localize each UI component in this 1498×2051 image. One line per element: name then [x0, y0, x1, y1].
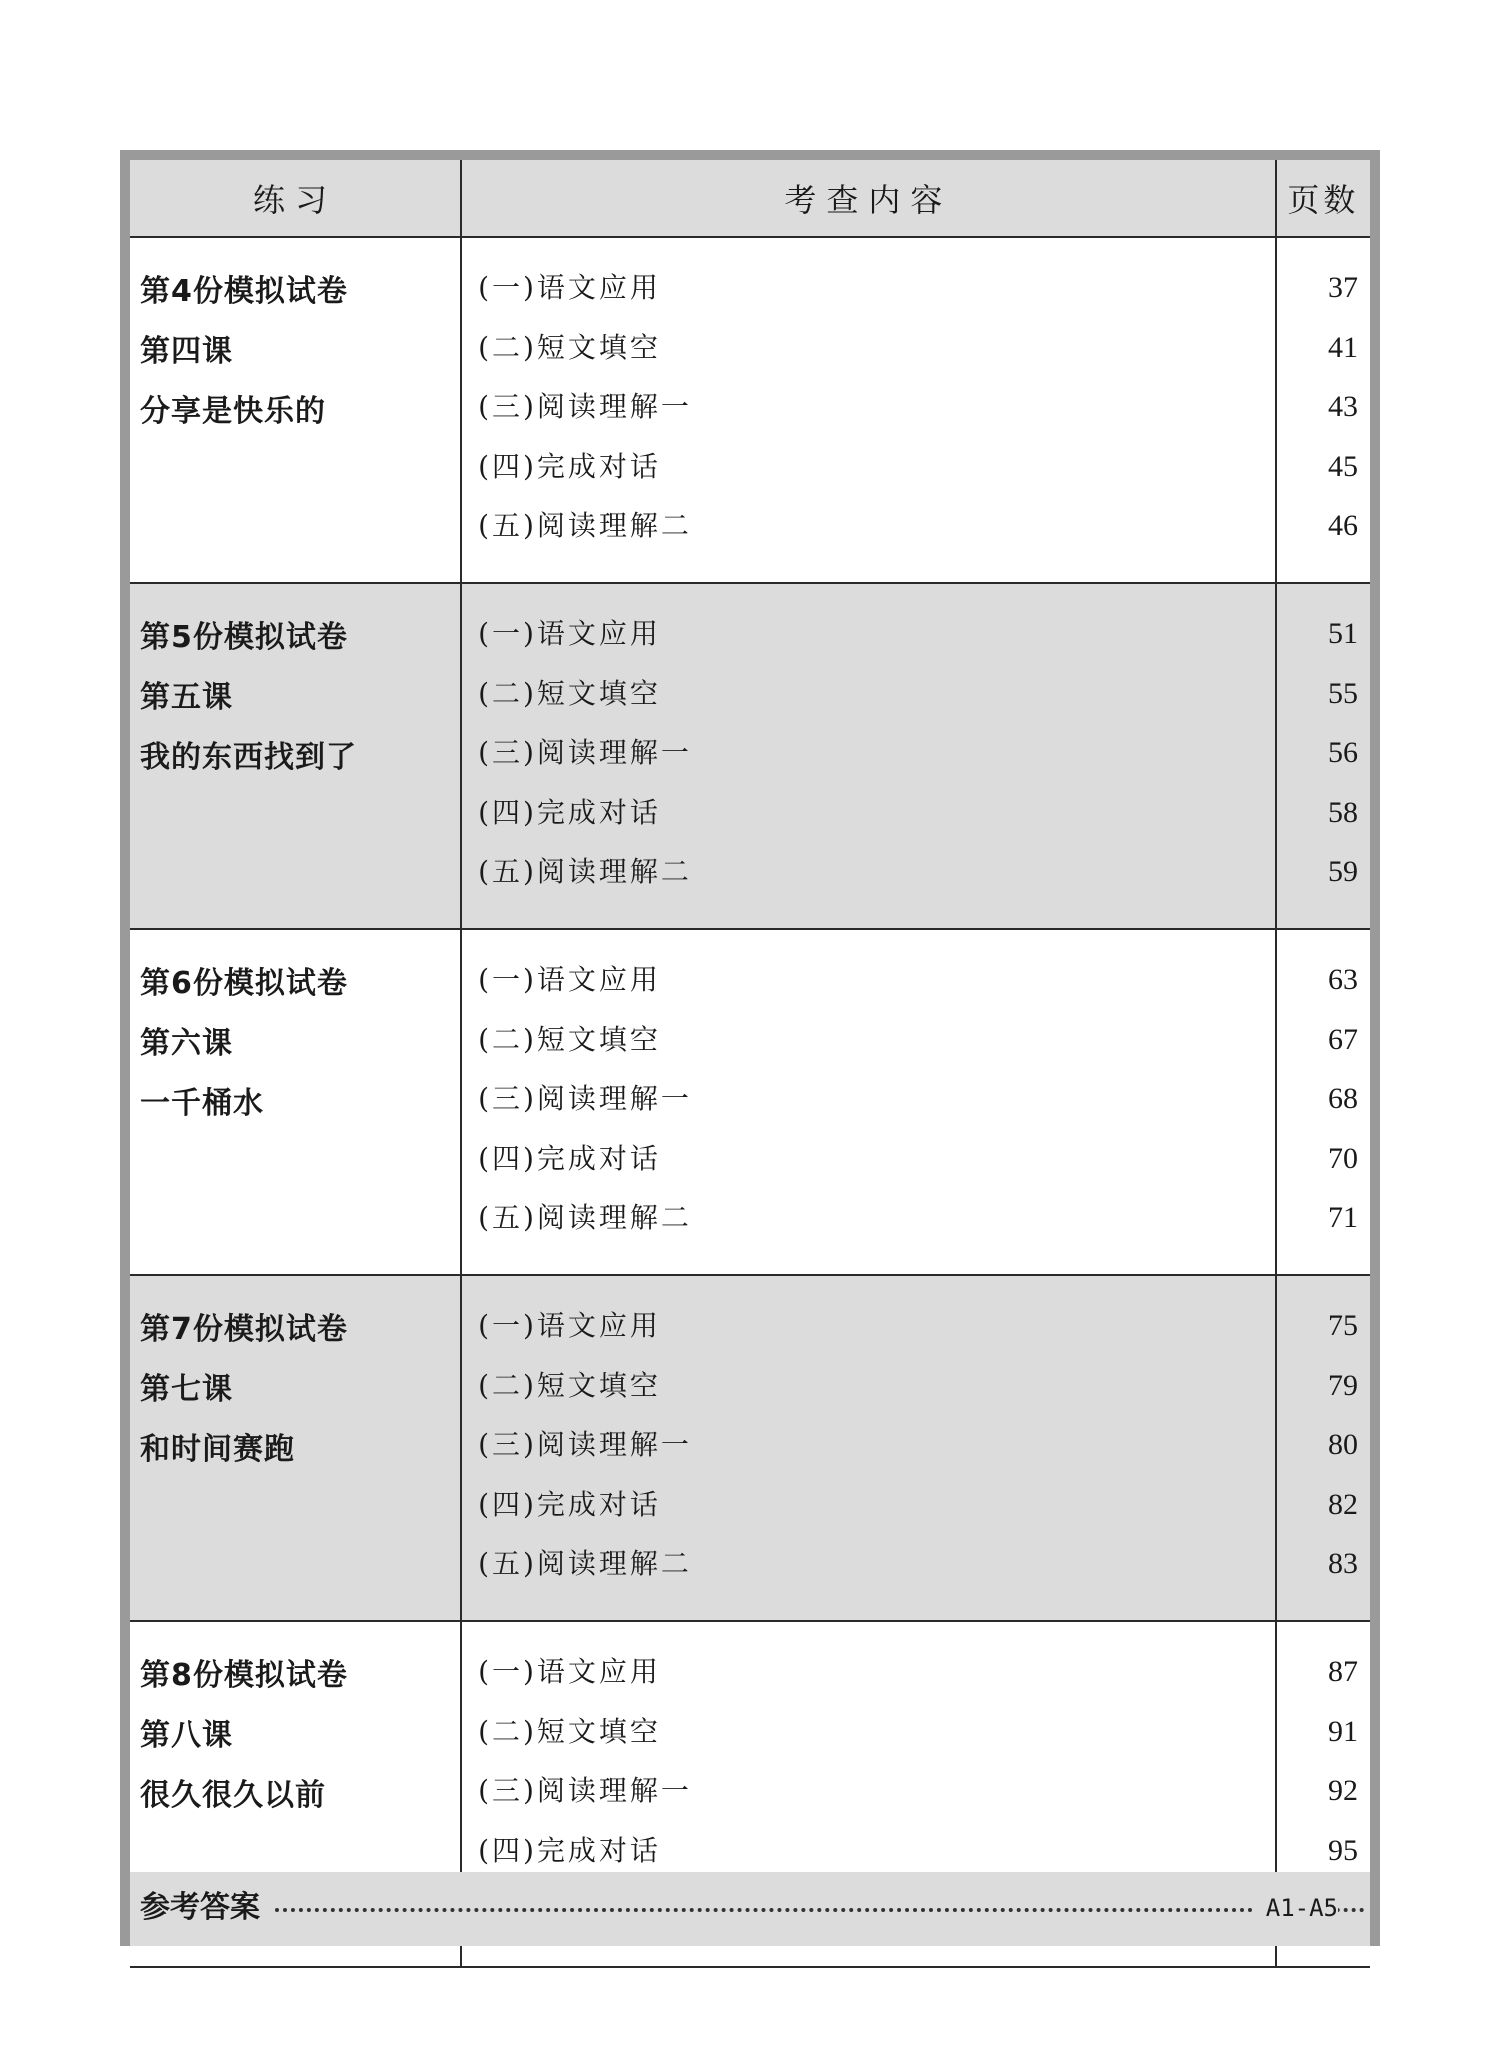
answer-key-label: 参考答案 — [140, 1886, 266, 1930]
pages-cell — [1276, 1275, 1370, 1621]
content-item: (三)阅读理解一 — [478, 1774, 692, 1807]
page-number: 79 — [1328, 1368, 1358, 1402]
page-number: 46 — [1328, 509, 1358, 542]
pages-cell — [1276, 929, 1370, 1275]
content-item: (二)短文填空 — [478, 1022, 661, 1056]
lesson-title: 我的东西找到了 — [140, 740, 357, 775]
content-item: (五)阅读理解二 — [478, 509, 692, 542]
page-number: 83 — [1328, 1547, 1358, 1580]
lesson-number: 第四课 — [140, 334, 233, 369]
header-exercise: 练习 — [130, 160, 461, 237]
content-item: (三)阅读理解一 — [478, 1428, 692, 1461]
page-number: 92 — [1328, 1774, 1358, 1807]
page-number: 43 — [1328, 390, 1358, 423]
content-item: (四)完成对话 — [478, 1487, 661, 1521]
content-item: (四)完成对话 — [478, 1141, 661, 1175]
content-item: (五)阅读理解二 — [478, 855, 692, 888]
lesson-number: 第七课 — [140, 1372, 233, 1407]
content-cell — [461, 237, 1276, 583]
content-item: (三)阅读理解一 — [478, 736, 692, 769]
exam-title: 第8份模拟试卷 — [140, 1658, 348, 1693]
page-number: 80 — [1328, 1428, 1358, 1461]
page-number: 55 — [1328, 676, 1358, 710]
exam-title: 第6份模拟试卷 — [140, 966, 348, 1001]
lesson-title: 一千桶水 — [140, 1086, 264, 1121]
page-number: 91 — [1328, 1714, 1358, 1748]
lesson-title: 分享是快乐的 — [140, 394, 326, 429]
content-cell — [461, 929, 1276, 1275]
toc-frame — [120, 150, 1380, 1946]
content-item: (五)阅读理解二 — [478, 1547, 692, 1580]
lesson-number: 第六课 — [140, 1026, 233, 1061]
content-item: (一)语文应用 — [478, 963, 661, 996]
pages-cell — [1276, 237, 1370, 583]
page-number: 37 — [1328, 271, 1358, 304]
content-item: (一)语文应用 — [478, 271, 661, 304]
answer-key-row — [130, 1872, 1370, 1946]
content-item: (三)阅读理解一 — [478, 1082, 692, 1115]
toc-table — [130, 160, 1370, 1968]
content-item: (二)短文填空 — [478, 1368, 661, 1402]
content-item: (一)语文应用 — [478, 1655, 661, 1688]
lesson-title: 很久很久以前 — [140, 1778, 326, 1813]
page-number: 63 — [1328, 963, 1358, 996]
page-number: 59 — [1328, 855, 1358, 888]
header-pages: 页数 — [1276, 160, 1370, 237]
exam-title: 第7份模拟试卷 — [140, 1312, 348, 1347]
exam-title-cell — [130, 583, 461, 929]
page-number: 82 — [1328, 1487, 1358, 1521]
content-item: (二)短文填空 — [478, 330, 661, 364]
content-cell — [461, 583, 1276, 929]
exam-title-cell — [130, 237, 461, 583]
page-number: 95 — [1328, 1833, 1358, 1867]
content-item: (一)语文应用 — [478, 1309, 661, 1342]
page-number: 51 — [1328, 617, 1358, 650]
page-number: 70 — [1328, 1141, 1358, 1175]
content-item: (五)阅读理解二 — [478, 1201, 692, 1234]
content-cell — [461, 1275, 1276, 1621]
content-item: (二)短文填空 — [478, 676, 661, 710]
page-number: 87 — [1328, 1655, 1358, 1688]
content-item: (四)完成对话 — [478, 449, 661, 483]
page-number: 71 — [1328, 1201, 1358, 1234]
content-item: (四)完成对话 — [478, 1833, 661, 1867]
lesson-number: 第五课 — [140, 680, 233, 715]
exam-group-4 — [130, 237, 1370, 583]
content-item: (四)完成对话 — [478, 795, 661, 829]
exam-title: 第4份模拟试卷 — [140, 274, 348, 309]
exam-group-7 — [130, 1275, 1370, 1621]
exam-title-cell — [130, 929, 461, 1275]
page-number: 41 — [1328, 330, 1358, 364]
answer-key-pages: A1-A5 — [1256, 1888, 1338, 1928]
exam-group-5 — [130, 583, 1370, 929]
dot-leader — [275, 1908, 1365, 1912]
content-item: (三)阅读理解一 — [478, 390, 692, 423]
exam-title-cell — [130, 1275, 461, 1621]
header-content: 考查内容 — [461, 160, 1276, 237]
exam-title: 第5份模拟试卷 — [140, 620, 348, 655]
lesson-number: 第八课 — [140, 1718, 233, 1753]
page-number: 68 — [1328, 1082, 1358, 1115]
content-item: (二)短文填空 — [478, 1714, 661, 1748]
page-number: 45 — [1328, 449, 1358, 483]
page-number: 75 — [1328, 1309, 1358, 1342]
pages-cell — [1276, 583, 1370, 929]
lesson-title: 和时间赛跑 — [140, 1432, 295, 1467]
content-item: (一)语文应用 — [478, 617, 661, 650]
header-row — [130, 160, 1370, 237]
page-number: 56 — [1328, 736, 1358, 769]
exam-group-6 — [130, 929, 1370, 1275]
page-number: 58 — [1328, 795, 1358, 829]
page-number: 67 — [1328, 1022, 1358, 1056]
